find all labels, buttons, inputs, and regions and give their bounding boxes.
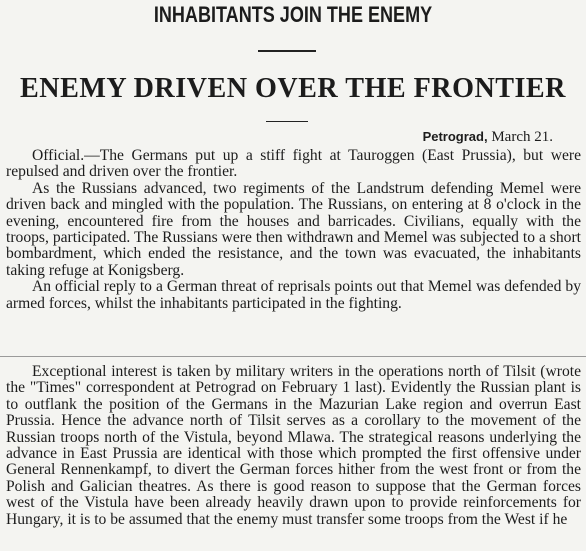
article-body xyxy=(6,148,581,312)
headline-divider-top xyxy=(258,50,316,52)
headline-divider-bottom xyxy=(266,121,308,122)
second-article-body xyxy=(6,364,581,528)
dateline-place: Petrograd, xyxy=(422,129,488,144)
article-separator xyxy=(0,356,586,357)
dateline-date: March 21. xyxy=(491,129,553,145)
article-paragraph: Exceptional interest is taken by military writers in the operations north of Tilsit (wrote the "Times" correspondent at Petrograd on February 1 last). Evidently the Russian plant is to outflank the position of the Germans in the Mazurian Lake region and overrun East Prussia. Hence the advance north of Tilsit serves as a corollary to the movement of the Russian troops north of the Vistula, beyond Mlawa. The strategical reasons underlying the advance in East Prussia are identical with those which prompted the first offensive under General Rennenkampf, to divert the German forces hither from the west front or from the Polish and Galician theatres. As there is good reason to suppose that the German forces west of the Vistula have been already heavily drawn upon to provide reinforcements for Hungary, it is to be assumed that the enemy must transfer some troops from the West if he xyxy=(6,363,581,528)
headline-secondary: ENEMY DRIVEN OVER THE FRONTIER xyxy=(20,72,566,104)
article-paragraph: Official.—The Germans put up a stiff fight at Tauroggen (East Prussia), but were repulsed and driven over the frontier. xyxy=(6,147,581,181)
dateline xyxy=(423,128,553,146)
article-paragraph: As the Russians advanced, two regiments of the Landstrum defending Memel were driven back and mingled with the population. The Russians, on entering at 8 o'clock in the evening, encountered fire from the houses and barricades. Civilians, equally with the troops, participated. The Russians were then withdrawn and Memel was subjected to a short bombardment, which ended the resistance, and the town was evacuated, the inhabitants taking refuge at Konigsberg. xyxy=(6,179,581,279)
article-paragraph: An official reply to a German threat of reprisals points out that Memel was defended by armed forces, whilst the inhabitants participated in the fighting. xyxy=(6,278,581,312)
headline-primary: INHABITANTS JOIN THE ENEMY xyxy=(153,2,433,27)
